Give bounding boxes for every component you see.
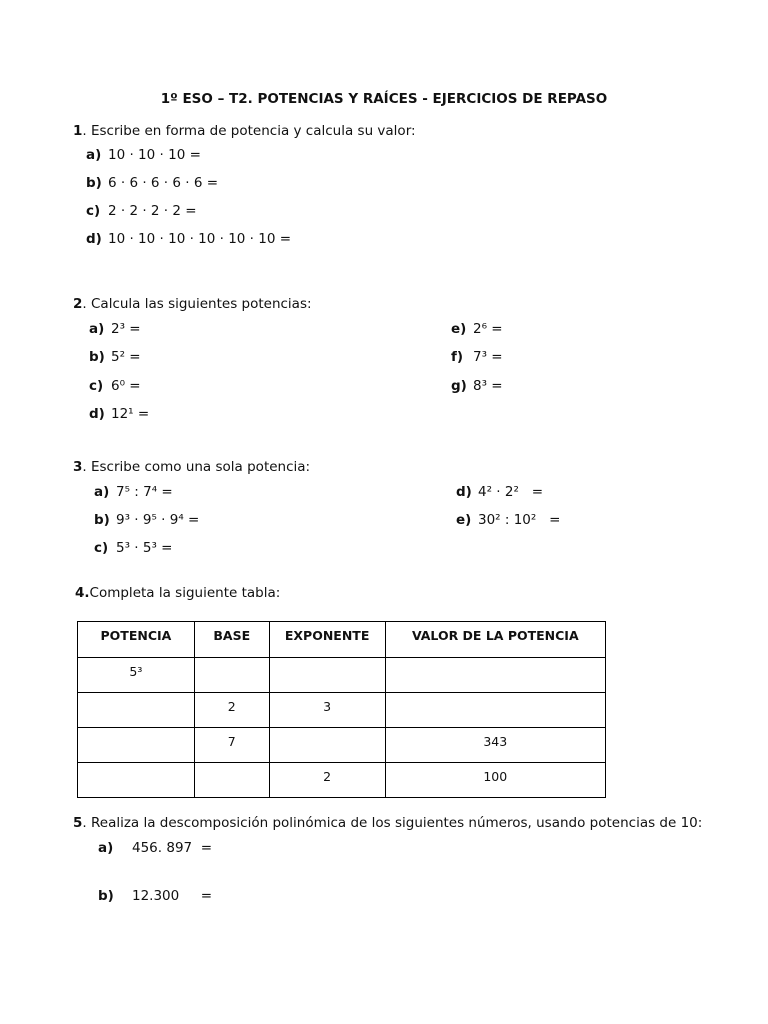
item-expression: 5² =	[111, 349, 141, 365]
item-expression: 6 · 6 · 6 · 6 · 6 =	[108, 175, 219, 191]
exercise-2-statement	[73, 295, 312, 313]
item-label: c)	[86, 203, 101, 219]
item-expression: 12¹ =	[111, 406, 150, 422]
item-label: b)	[98, 888, 114, 904]
exercise-1-number: 1	[73, 123, 83, 139]
item-expression: 12.300 =	[132, 888, 213, 904]
exercise-3-item-c	[94, 539, 172, 557]
item-expression: 7⁵ : 7⁴ =	[116, 484, 173, 500]
table-cell	[385, 693, 605, 728]
table-header-exponente: EXPONENTE	[269, 622, 385, 658]
exercise-1-item-b	[86, 174, 218, 192]
item-expression: 7³ =	[473, 349, 503, 365]
table-header-base: BASE	[194, 622, 269, 658]
table-cell	[194, 763, 269, 798]
item-label: g)	[451, 378, 467, 394]
powers-table	[77, 621, 606, 798]
table-cell: 343	[385, 728, 605, 763]
item-label: b)	[89, 349, 105, 365]
exercise-1-statement	[73, 122, 416, 140]
item-expression: 4² · 2² =	[478, 484, 544, 500]
exercise-2-item-e	[451, 320, 503, 338]
exercise-2-item-c	[89, 377, 141, 395]
item-expression: 2 · 2 · 2 · 2 =	[108, 203, 197, 219]
item-expression: 10 · 10 · 10 · 10 · 10 · 10 =	[108, 231, 292, 247]
item-label: d)	[456, 484, 472, 500]
exercise-4-number: 4.	[75, 585, 90, 601]
exercise-3-item-a	[94, 483, 173, 501]
table-cell: 3	[269, 693, 385, 728]
table-cell	[78, 693, 195, 728]
item-expression: 30² : 10² =	[478, 512, 561, 528]
item-expression: 8³ =	[473, 378, 503, 394]
table-cell	[269, 728, 385, 763]
table-row	[78, 728, 606, 763]
table-row	[78, 658, 606, 693]
table-cell: 2	[269, 763, 385, 798]
exercise-3-item-e	[456, 511, 561, 529]
page-title: 1º ESO – T2. POTENCIAS Y RAÍCES - EJERCICIOS DE REPASO	[160, 91, 608, 107]
exercise-5-number: 5	[73, 815, 83, 831]
table-cell: 100	[385, 763, 605, 798]
exercise-3-statement	[73, 458, 310, 476]
item-label: c)	[89, 378, 104, 394]
table-header-valor: VALOR DE LA POTENCIA	[385, 622, 605, 658]
table-cell: 7	[194, 728, 269, 763]
table-cell	[194, 658, 269, 693]
item-expression: 6⁰ =	[111, 378, 141, 394]
exercise-1-text: . Escribe en forma de potencia y calcula su valor:	[82, 123, 416, 139]
table-cell	[385, 658, 605, 693]
item-label: a)	[94, 484, 110, 500]
exercise-5-text: . Realiza la descomposición polinómica de los siguientes números, usando potencias de 10:	[82, 815, 703, 831]
item-expression: 5³ · 5³ =	[116, 540, 173, 556]
table-row	[78, 763, 606, 798]
item-expression: 9³ · 9⁵ · 9⁴ =	[116, 512, 200, 528]
exercise-2-text: . Calcula las siguientes potencias:	[82, 296, 312, 312]
exercise-4-text: Completa la siguiente tabla:	[89, 585, 281, 601]
exercise-1-item-d	[86, 230, 291, 248]
exercise-2-item-f	[451, 348, 503, 366]
table-header-row	[78, 622, 606, 658]
exercise-2-item-d	[89, 405, 149, 423]
exercise-5-item-b	[98, 887, 212, 905]
table-cell	[78, 728, 195, 763]
table-header-potencia: POTENCIA	[78, 622, 195, 658]
table-cell: 2	[194, 693, 269, 728]
item-label: b)	[94, 512, 110, 528]
exercise-5-statement	[73, 814, 702, 832]
item-label: d)	[86, 231, 102, 247]
item-label: a)	[86, 147, 102, 163]
item-expression: 10 · 10 · 10 =	[108, 147, 201, 163]
item-expression: 2⁶ =	[473, 321, 503, 337]
exercise-2-item-g	[451, 377, 503, 395]
exercise-3-item-d	[456, 483, 543, 501]
exercise-2-item-a	[89, 320, 141, 338]
table-cell	[269, 658, 385, 693]
exercise-5-item-a	[98, 839, 212, 857]
exercise-2-item-b	[89, 348, 141, 366]
item-label: b)	[86, 175, 102, 191]
exercise-1-item-a	[86, 146, 201, 164]
exercise-2-number: 2	[73, 296, 83, 312]
exercise-3-item-b	[94, 511, 199, 529]
exercise-3-text: . Escribe como una sola potencia:	[82, 459, 311, 475]
item-label: a)	[89, 321, 105, 337]
item-label: c)	[94, 540, 109, 556]
item-label: e)	[451, 321, 467, 337]
item-label: e)	[456, 512, 472, 528]
item-expression: 2³ =	[111, 321, 141, 337]
exercise-1-item-c	[86, 202, 197, 220]
item-expression: 456. 897 =	[132, 840, 213, 856]
item-label: f)	[451, 349, 464, 365]
item-label: a)	[98, 840, 114, 856]
item-label: d)	[89, 406, 105, 422]
exercise-4-statement	[75, 584, 280, 602]
table-cell	[78, 763, 195, 798]
table-row	[78, 693, 606, 728]
table-cell: 5³	[78, 658, 195, 693]
exercise-3-number: 3	[73, 459, 83, 475]
